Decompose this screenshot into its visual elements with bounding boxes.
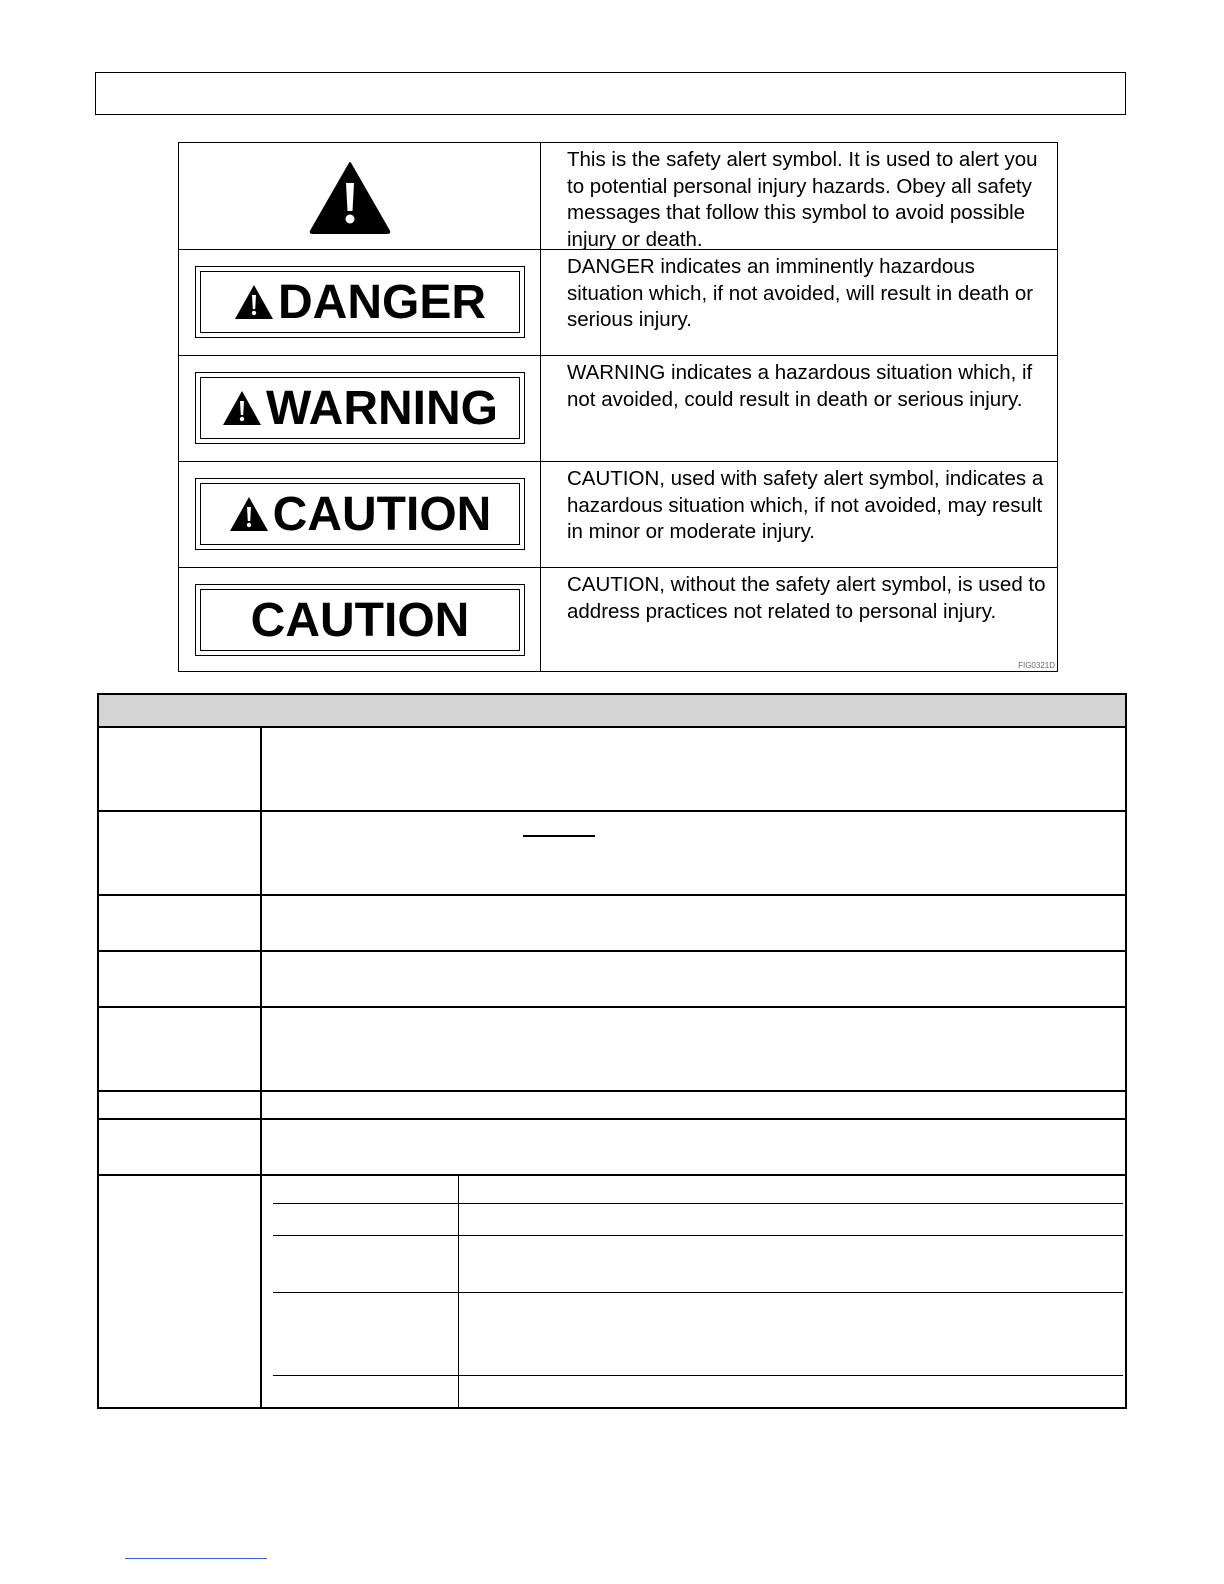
- row-divider: [99, 810, 1125, 812]
- sub-row-divider: [273, 1235, 1123, 1236]
- caution-alert-row: [179, 461, 1057, 567]
- danger-row: [179, 249, 1057, 355]
- row-divider: [99, 950, 1125, 952]
- warning-row: [179, 355, 1057, 461]
- safety-alert-icon: [229, 496, 269, 532]
- row-divider: [99, 1090, 1125, 1092]
- caution-alert-sign: [195, 478, 525, 550]
- row-divider: [99, 1006, 1125, 1008]
- caution-description: CAUTION, without the safety alert symbol, is used to address practices not related to personal injury.: [567, 573, 1046, 623]
- figure-code: FIG0321D: [1018, 661, 1055, 670]
- warning-sign: [195, 372, 525, 444]
- caution-alert-description: CAUTION, used with safety alert symbol, indicates a hazardous situation which, if not avoided, may result in minor or moderate injury.: [567, 467, 1044, 543]
- safety-alert-description: This is the safety alert symbol. It is used to alert you to potential personal injury hazards. Obey all safety messages that follow this symbol to avoid possible injury or death.: [567, 148, 1038, 251]
- title-box: [95, 72, 1126, 115]
- signal-word-table: [178, 142, 1058, 672]
- row-divider: [99, 1174, 1125, 1176]
- column-divider: [260, 728, 262, 1407]
- info-table: [97, 693, 1127, 1409]
- warning-description: WARNING indicates a hazardous situation which, if not avoided, could result in death or serious injury.: [567, 361, 1033, 411]
- warning-label: WARNING: [266, 381, 498, 435]
- safety-alert-icon: [234, 284, 274, 320]
- danger-label: DANGER: [277, 275, 486, 329]
- caution-alert-label: CAUTION: [272, 487, 492, 541]
- danger-description: DANGER indicates an imminently hazardous situation which, if not avoided, will result in death or serious injury.: [567, 255, 1034, 331]
- info-table-header: [99, 695, 1125, 728]
- sub-row-divider: [273, 1375, 1123, 1376]
- row-divider: [99, 1118, 1125, 1120]
- sub-row-divider: [273, 1292, 1123, 1293]
- caution-label: CAUTION: [250, 593, 470, 647]
- caution-sign: [195, 584, 525, 656]
- row-divider: [99, 894, 1125, 896]
- safety-alert-icon: [309, 161, 391, 235]
- underline-mark: [523, 835, 595, 837]
- sub-row-divider: [273, 1203, 1123, 1204]
- caution-row: [179, 567, 1057, 671]
- safety-alert-row: [179, 143, 1057, 249]
- footer-link-rule[interactable]: [125, 1558, 267, 1559]
- safety-alert-icon: [222, 390, 262, 426]
- danger-sign: [195, 266, 525, 338]
